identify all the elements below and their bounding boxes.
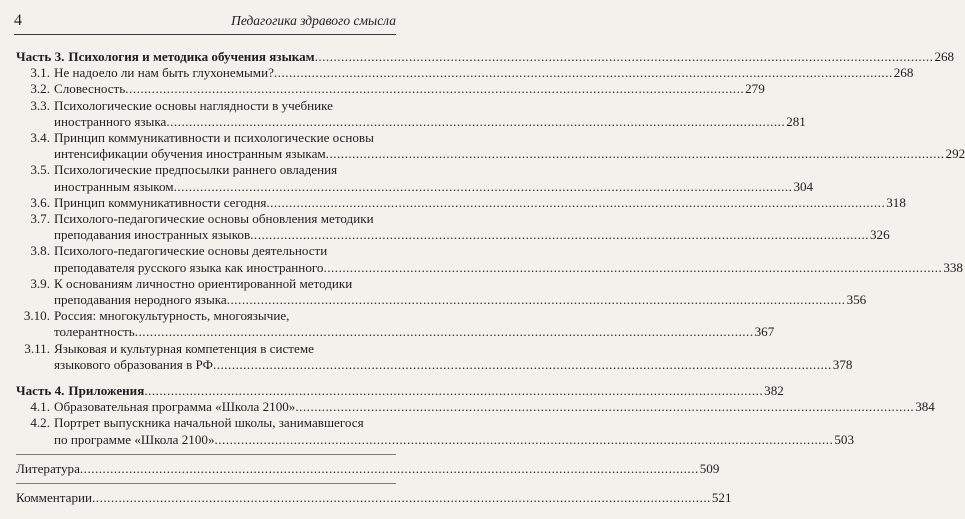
entry-title-line: преподавания иностранных языков — [54, 227, 251, 243]
entry-title-line: Образовательная программа «Школа 2100» — [54, 399, 296, 415]
page-ref: 503 — [834, 431, 854, 447]
dot-leader — [295, 399, 914, 415]
entry-number: 4.2. — [30, 415, 50, 431]
toc-entry[interactable] — [16, 308, 775, 340]
page-ref: 521 — [711, 490, 732, 506]
toc-entry[interactable] — [16, 97, 806, 130]
entry-title-line: иностранным языком — [54, 178, 174, 194]
toc-entry[interactable] — [16, 162, 814, 194]
part-title: Приложения — [68, 383, 145, 399]
page-ref: 268 — [893, 65, 914, 81]
page-ref: 279 — [745, 81, 765, 97]
part-3-items — [16, 65, 965, 373]
entry-number: 3.7. — [30, 211, 50, 227]
toc-literature[interactable] — [16, 460, 720, 477]
page-number: 4 — [14, 12, 22, 29]
page-ref: 382 — [764, 383, 784, 399]
entry-number: 3.5. — [30, 162, 50, 178]
entry-number: 3.2. — [30, 81, 50, 97]
page-ref: 356 — [846, 292, 867, 308]
dot-leader — [323, 260, 942, 276]
toc-entry[interactable] — [16, 399, 935, 415]
page-ref: 292 — [945, 146, 965, 162]
toc-part-3[interactable] — [16, 49, 955, 65]
entry-number: 3.9. — [30, 275, 50, 291]
entry-title-line: Психологические основы наглядности в учебнике — [54, 97, 333, 113]
dot-leader — [274, 65, 893, 81]
toc-entry[interactable] — [16, 130, 965, 162]
part-4-items — [16, 399, 935, 448]
page-ref: 268 — [934, 49, 955, 64]
entry-title-line: К основаниям личностно ориентированной методики — [54, 275, 353, 291]
entry-title-line: Языковая и культурная компетенция в системе — [54, 340, 314, 356]
entry-number: 3.8. — [30, 243, 50, 259]
entry-number: 3.6. — [30, 194, 50, 210]
part-label: Часть 3. — [16, 49, 65, 64]
dot-leader — [215, 432, 834, 448]
entry-number: 3.4. — [30, 130, 50, 146]
part-label: Часть 4. — [16, 383, 65, 399]
toc-part-4[interactable] — [16, 383, 784, 399]
entry-title-line: Портрет выпускника начальной школы, занимавшегося — [54, 415, 364, 431]
page-ref: 326 — [869, 227, 890, 243]
dot-leader — [326, 146, 945, 162]
entry-title-line: преподавания неродного языка — [54, 292, 227, 308]
toc-entry[interactable] — [16, 415, 854, 447]
entry-title-line: Не надоело ли нам быть глухонемыми? — [54, 65, 274, 81]
entry-title-line: Психологические предпосылки раннего овладения — [54, 162, 338, 178]
entry-title-line: иностранного языка — [54, 113, 167, 129]
entry-title-line: Психолого-педагогические основы деятельности — [54, 243, 328, 259]
entry-number: 3.10. — [23, 308, 50, 324]
page-ref: 304 — [793, 178, 814, 194]
divider — [16, 483, 396, 484]
page-ref: 384 — [915, 399, 935, 415]
page-ref: 281 — [786, 113, 806, 129]
dot-leader — [166, 114, 785, 130]
page-ref: 367 — [754, 324, 775, 340]
dot-leader — [125, 81, 744, 97]
table-of-contents — [16, 49, 965, 506]
entry-title-line: Принцип коммуникативности и психологические основы — [54, 130, 374, 146]
entry-number: 3.1. — [30, 65, 50, 81]
dot-leader — [266, 195, 885, 211]
page-ref: 378 — [832, 356, 853, 372]
entry-number: 3.11. — [24, 340, 50, 356]
entry-title: Комментарии — [16, 490, 93, 506]
entry-title-line: по программе «Школа 2100» — [54, 431, 215, 447]
toc-entry[interactable] — [16, 211, 890, 243]
entry-title-line: Россия: многокультурность, многоязычие, — [54, 308, 290, 324]
dot-leader — [135, 324, 754, 340]
toc-entry[interactable] — [16, 81, 765, 97]
toc-entry[interactable] — [16, 275, 867, 308]
entry-title-line: Словесность — [54, 81, 126, 97]
page-header — [14, 10, 396, 35]
entry-title-line: Психолого-педагогические основы обновления методики — [54, 211, 374, 227]
page-ref: 318 — [886, 194, 906, 210]
toc-entry[interactable] — [16, 340, 853, 373]
dot-leader — [227, 292, 846, 308]
toc-comments[interactable] — [16, 490, 732, 506]
entry-title-line: преподавателя русского языка как иностранного — [54, 259, 324, 275]
spacer — [16, 373, 396, 383]
dot-leader — [174, 179, 793, 195]
page-ref: 509 — [699, 460, 720, 476]
entry-title-line: Принцип коммуникативности сегодня — [54, 194, 267, 210]
entry-title: Литература — [16, 460, 80, 476]
toc-entry[interactable] — [16, 194, 906, 211]
dot-leader — [315, 49, 934, 65]
running-title: Педагогика здравого смысла — [231, 13, 396, 28]
entry-title-line: языкового образования в РФ — [54, 356, 213, 372]
toc-entry[interactable] — [16, 65, 914, 81]
dot-leader — [213, 357, 832, 373]
dot-leader — [92, 490, 711, 506]
dot-leader — [144, 383, 763, 399]
entry-title-line: интенсификации обучения иностранным языкам — [54, 146, 326, 162]
toc-entry[interactable] — [16, 243, 963, 275]
dot-leader — [250, 227, 869, 243]
dot-leader — [80, 461, 699, 477]
entry-number: 4.1. — [30, 399, 50, 415]
entry-number: 3.3. — [30, 97, 50, 113]
part-title: Психология и методика обучения языкам — [68, 49, 315, 64]
entry-title-line: толерантность — [54, 324, 135, 340]
page-ref: 338 — [943, 259, 963, 275]
divider — [16, 454, 396, 455]
